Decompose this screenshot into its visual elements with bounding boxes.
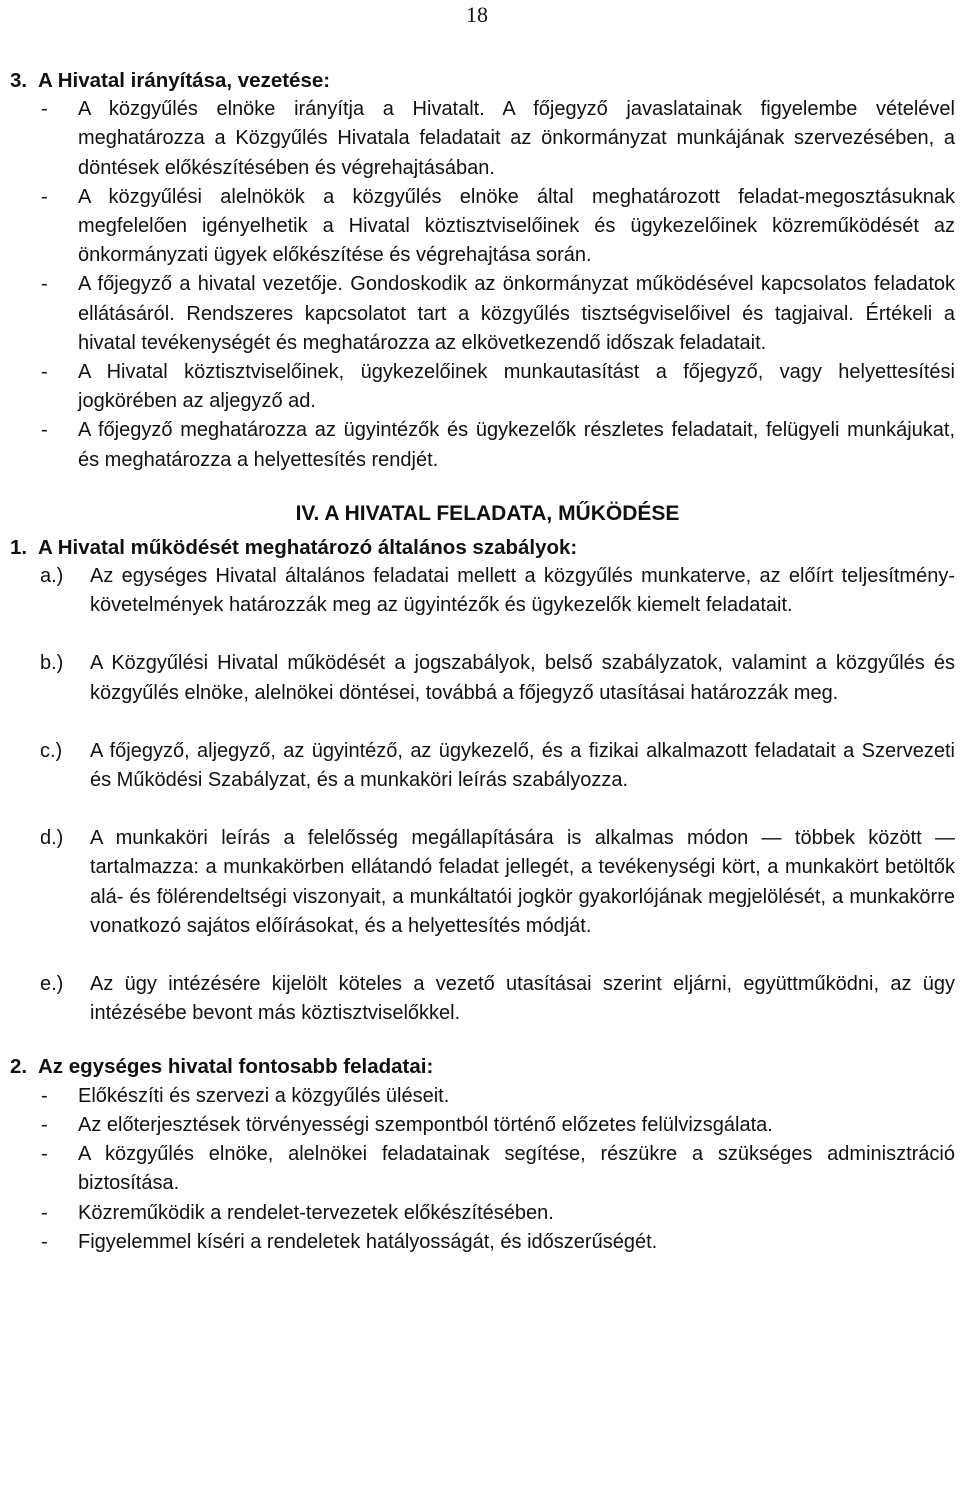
dash-marker: - xyxy=(41,273,48,296)
dash-marker: - xyxy=(41,1143,48,1166)
list-item-text: A főjegyző a hivatal vezetője. Gondoskodik az önkormányzat működésével kapcsolatos feladatok ellátásáról. Rendszeres kapcsolatot tart a közgyűlés tisztségviselőivel és tagjaival. Értékeli a hivatal tevékenységét és meghatározza az elkövetkezendő időszak feladatait. xyxy=(78,273,955,354)
list-item xyxy=(10,270,955,358)
section-3-number: 3. xyxy=(10,69,28,92)
list-item xyxy=(10,1228,955,1257)
dash-marker: - xyxy=(41,361,48,384)
item-label: b.) xyxy=(40,652,64,675)
list-item-text: Előkészíti és szervezi a közgyűlés üléseit. xyxy=(78,1084,450,1107)
dash-marker: - xyxy=(41,98,48,121)
list-item-text: Figyelemmel kíséri a rendeletek hatályosságát, és időszerűségét. xyxy=(78,1230,658,1253)
dash-marker: - xyxy=(41,1201,48,1224)
dash-marker: - xyxy=(41,1084,48,1107)
section-2-title: Az egységes hivatal fontosabb feladatai: xyxy=(38,1055,434,1079)
list-item xyxy=(10,562,955,620)
section-2-list xyxy=(10,1082,955,1257)
section-1-number: 1. xyxy=(10,535,28,559)
page-number: 18 xyxy=(466,2,488,27)
document-body xyxy=(10,66,955,1257)
list-item-text: A Hivatal köztisztviselőinek, ügykezelőinek munkautasítást a főjegyző, vagy helyettesítési jogkörében az aljegyző ad. xyxy=(78,361,955,413)
chapter-heading: IV. A HIVATAL FELADATA, MŰKÖDÉSE xyxy=(295,501,680,525)
item-text: A Közgyűlési Hivatal működését a jogszabályok, belső szabályzatok, valamint a közgyűlés és közgyűlés elnöke, alelnökei döntései, továbbá a főjegyző utasításai határozzák meg. xyxy=(90,652,955,704)
item-label: e.) xyxy=(40,973,64,996)
list-item xyxy=(10,95,955,183)
item-text: A munkaköri leírás a felelősség megállapítására is alkalmas módon — többek között — tartalmazza: a munkakörben ellátandó feladat jellegét, a tevékenységi kört, a munkakört betöltők alá- és fölérendeltségi viszonyait, a munkáltatói jogkör gyakorlójának megjelölését, a munkakörre vonatkozó sajátos előírásokat, és a helyettesítés módját. xyxy=(90,827,955,937)
section-1-heading xyxy=(10,533,955,562)
dash-marker: - xyxy=(41,1113,48,1136)
section-3-title: A Hivatal irányítása, vezetése: xyxy=(38,69,331,92)
list-item xyxy=(10,970,955,1028)
list-item xyxy=(10,1082,955,1111)
item-text: Az egységes Hivatal általános feladatai mellett a közgyűlés munkaterve, az előírt teljesítmény-követelmények határozzák meg az ügyintézők és ügykezelők kiemelt feladatait. xyxy=(90,565,955,617)
section-3-list xyxy=(10,95,955,475)
list-item xyxy=(10,1111,955,1140)
list-item xyxy=(10,737,955,795)
list-item-text: A főjegyző meghatározza az ügyintézők és ügykezelők részletes feladatait, felügyeli munkájukat, és meghatározza a helyettesítés rendjét. xyxy=(78,419,955,471)
item-label: a.) xyxy=(40,565,64,588)
list-item xyxy=(10,1140,955,1198)
dash-marker: - xyxy=(41,1230,48,1253)
dash-marker: - xyxy=(41,185,48,208)
list-item-text: A közgyűlés elnöke irányítja a Hivatalt. A főjegyző javaslatainak figyelembe vételével meghatározza a Közgyűlés Hivatala feladatait az önkormányzat munkájának szervezésében, a döntések előkészítésében és végrehajtásában. xyxy=(78,98,955,179)
list-item-text: Közreműködik a rendelet-tervezetek előkészítésében. xyxy=(78,1201,554,1224)
dash-marker: - xyxy=(41,419,48,442)
list-item xyxy=(10,183,955,271)
list-item-text: A közgyűlés elnöke, alelnökei feladatainak segítése, részükre a szükséges adminisztráció biztosítása. xyxy=(78,1143,955,1195)
section-3-heading xyxy=(10,66,955,95)
item-text: Az ügy intézésére kijelölt köteles a vezető utasításai szerint eljárni, együttműködni, az ügy intézésébe bevont más köztisztviselőkkel. xyxy=(90,973,955,1025)
list-item xyxy=(10,649,955,707)
list-item xyxy=(10,824,955,941)
item-text: A főjegyző, aljegyző, az ügyintéző, az ügykezelő, és a fizikai alkalmazott feladatait a Szervezeti és Működési Szabályzat, és a munkaköri leírás szabályozza. xyxy=(90,739,955,792)
section-1-title: A Hivatal működését meghatározó általános szabályok: xyxy=(38,535,578,559)
section-2-number: 2. xyxy=(10,1055,28,1079)
list-item-text: Az előterjesztések törvényességi szempontból történő előzetes felülvizsgálata. xyxy=(78,1113,773,1136)
section-1-list xyxy=(10,562,955,1028)
item-label: d.) xyxy=(40,827,64,850)
item-label: c.) xyxy=(40,739,63,762)
list-item-text: A közgyűlési alelnökök a közgyűlés elnöke által meghatározott feladat-megosztásuknak megfelelően igényelhetik a Hivatal köztisztviselőinek és ügykezelőinek közreműködését az önkormányzati ügyek előkészítése és végrehajtása során. xyxy=(78,185,955,267)
section-2-heading xyxy=(10,1052,955,1081)
list-item xyxy=(10,416,955,474)
list-item xyxy=(10,358,955,416)
list-item xyxy=(10,1199,955,1228)
